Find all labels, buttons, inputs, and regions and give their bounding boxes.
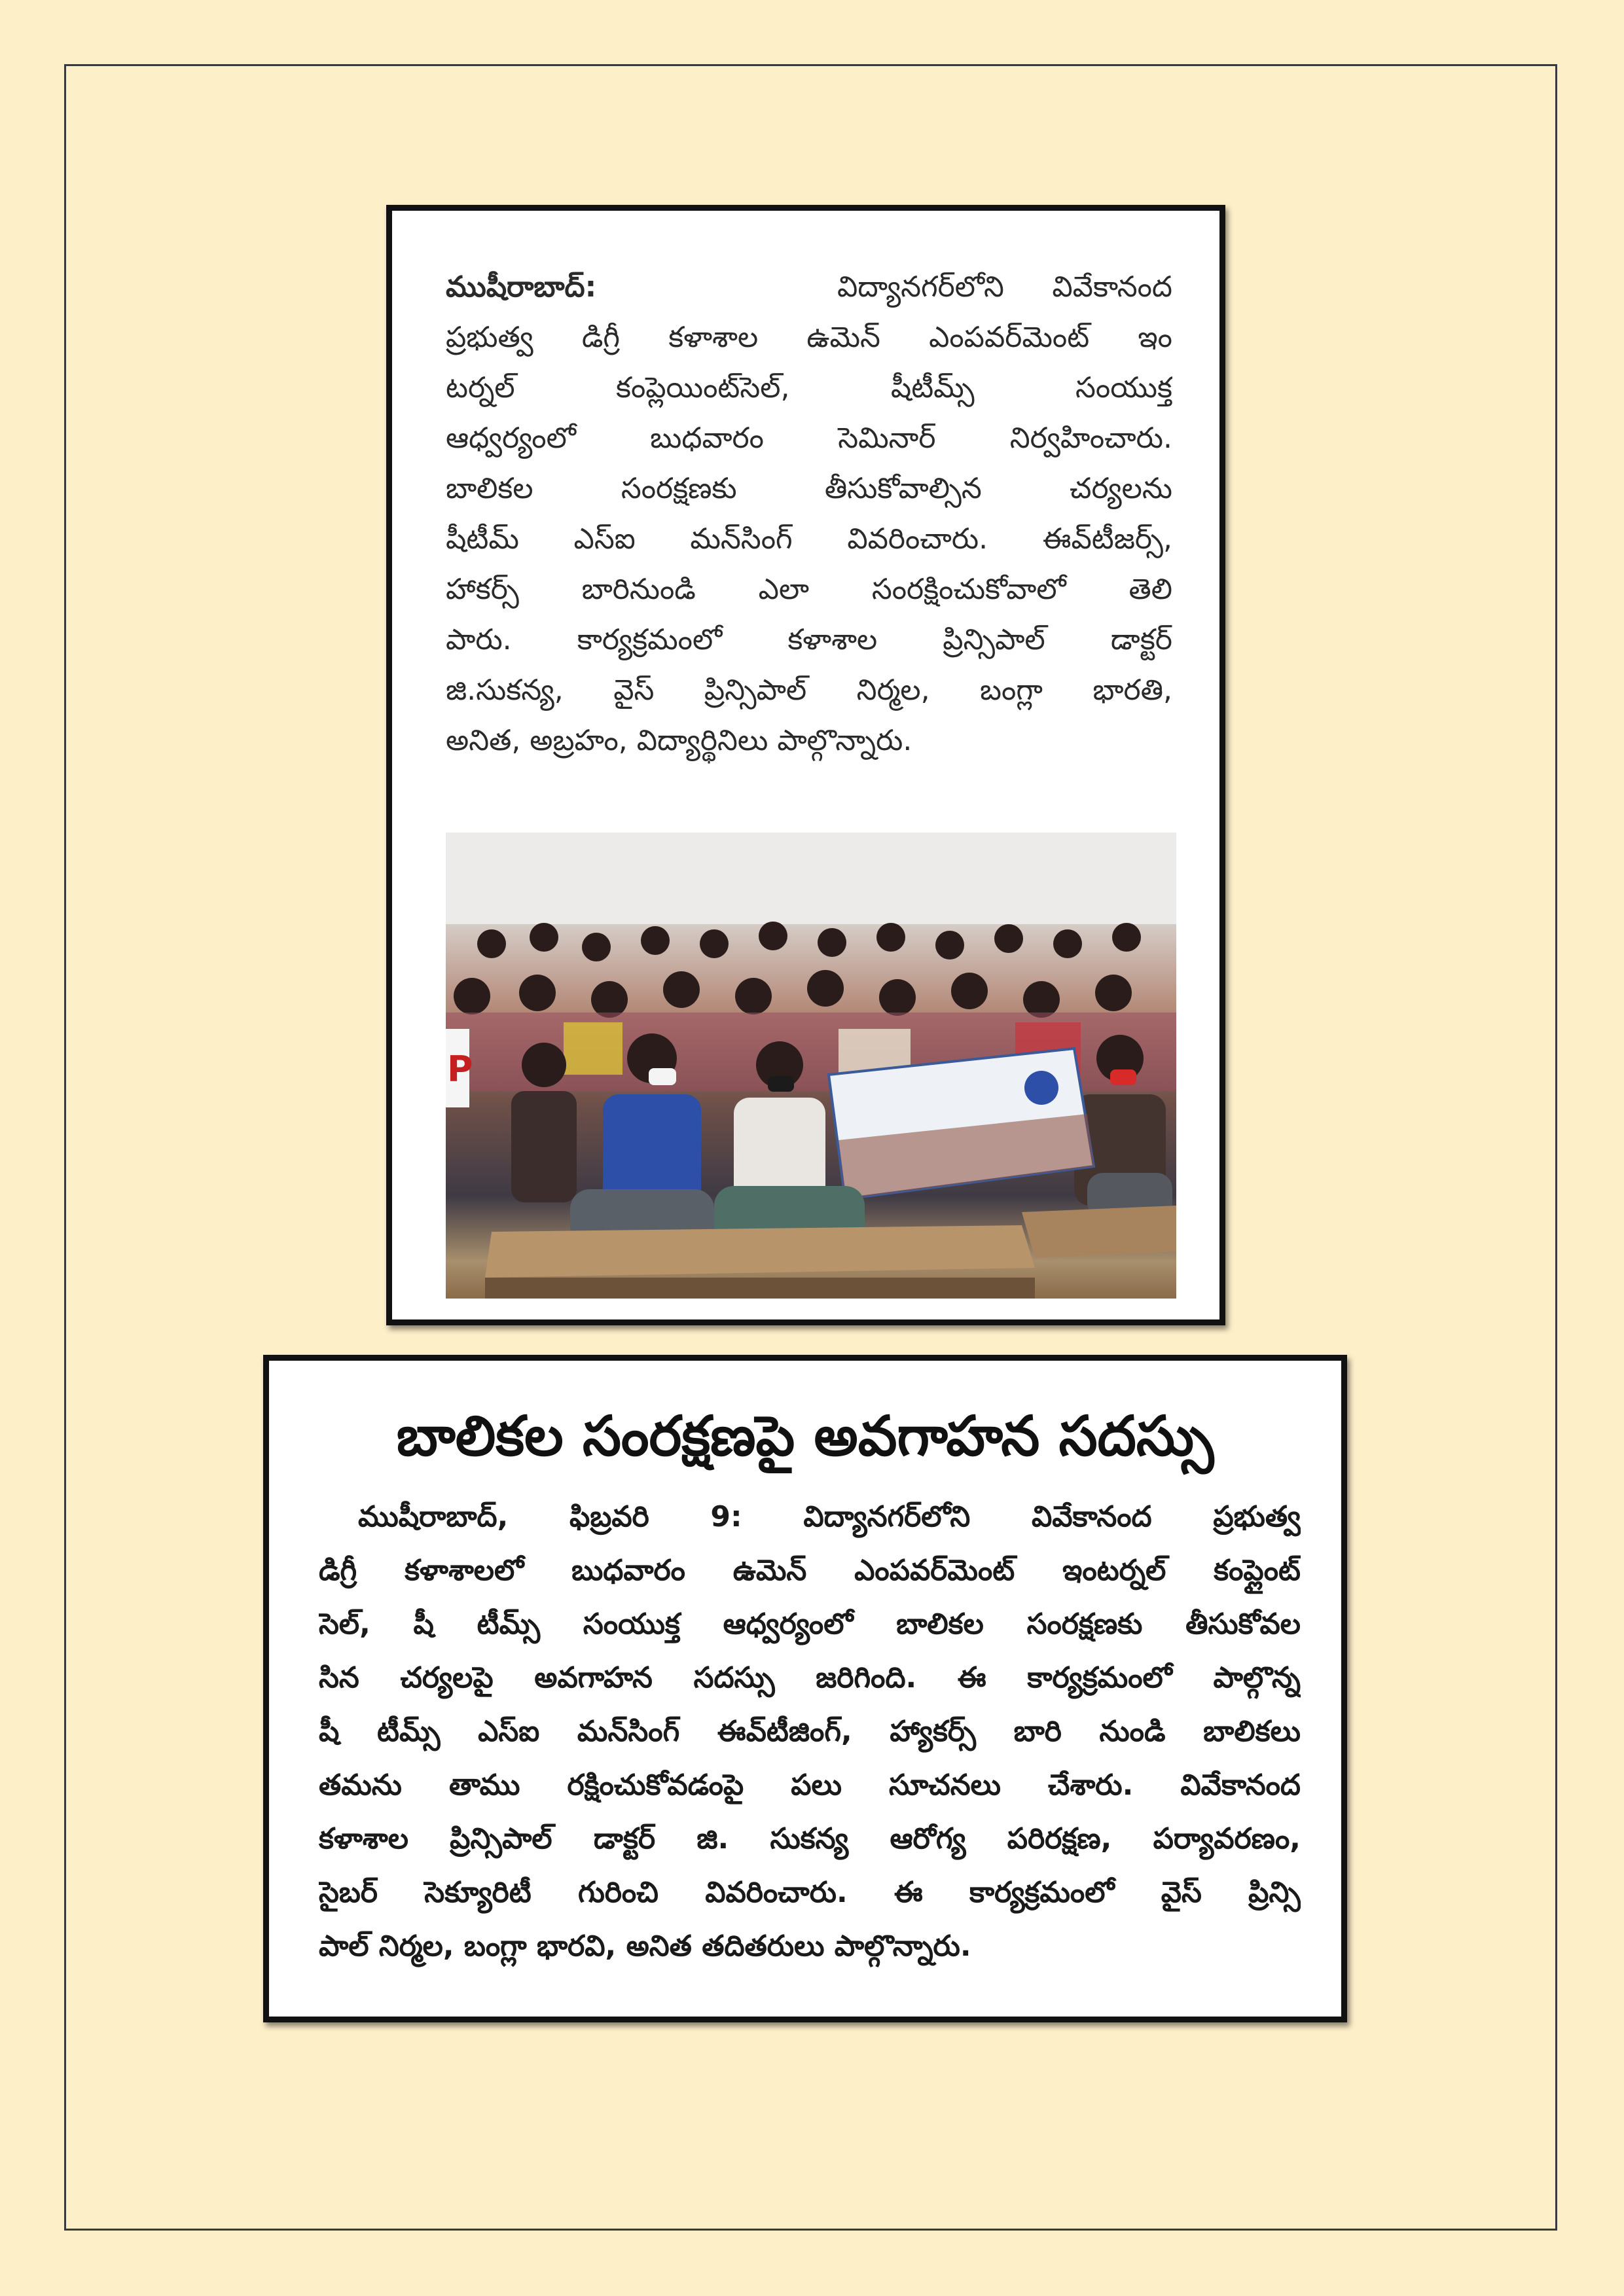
article-line: జి.సుకన్య, వైస్ ప్రిన్సిపాల్ నిర్మల, బంగ్లా భారతి, [446, 673, 1172, 707]
article-line: కళాశాల ప్రిన్సిపాల్ డాక్టర్ జి. సుకన్య ఆరోగ్య పరిరక్షణ, పర్యావరణం, [319, 1822, 1301, 1856]
headline: బాలికల సంరక్షణపై అవగాహన సదస్సు [396, 1404, 1214, 1468]
article-line: సెల్, షీ టీమ్స్ సంయుక్త ఆధ్వర్యంలో బాలికల సంరక్షణకు తీసుకోవల [319, 1607, 1301, 1641]
article-line: సైబర్ సెక్యూరిటీ గురించి వివరించారు. ఈ కార్యక్రమంలో వైస్ ప్రిన్సి [319, 1876, 1301, 1909]
article-line: ముషీరాబాద్: విద్యానగర్‌లోని వివేకానంద [446, 270, 1172, 304]
article-line: బాలికల సంరక్షణకు తీసుకోవాల్సిన చర్యలను [446, 472, 1172, 505]
dateline: ముషీరాబాద్: [446, 270, 597, 304]
article-text-bottom [319, 1490, 1301, 1973]
news-photo [446, 833, 1176, 1299]
news-clipping-bottom [263, 1355, 1347, 2022]
article-line: హాకర్స్ బారినుండి ఎలా సంరక్షించుకోవాలో తెలి [446, 573, 1172, 606]
article-line: షీ టీమ్స్ ఎస్ఐ మన్‌సింగ్ ఈవ్‌టీజింగ్, హ్యాకర్స్ బారి నుండి బాలికలు [319, 1715, 1301, 1748]
article-line: పాల్ నిర్మల, బంగ్లా భారవి, అనిత తదితరులు పాల్గొన్నారు. [319, 1929, 971, 1963]
article-line: డిగ్రీ కళాశాలలో బుధవారం ఉమెన్ ఎంపవర్‌మెంట్ ఇంటర్నల్ కంప్లైంట్ [319, 1554, 1301, 1587]
article-text-top [446, 262, 1172, 766]
audience-illustration [446, 833, 1176, 1299]
article-line: టర్నల్ కంప్లెయింట్‌సెల్, షీటీమ్స్ సంయుక్త [446, 371, 1172, 404]
article-line: అనిత, అబ్రహం, విద్యార్థినిలు పాల్గొన్నారు. [446, 724, 912, 757]
news-clipping-top [386, 205, 1225, 1325]
article-line: ప్రభుత్వ డిగ్రీ కళాశాల ఉమెన్ ఎంపవర్‌మెంట్ ఇం [446, 321, 1172, 354]
article-line: సిన చర్యలపై అవగాహన సదస్సు జరిగింది. ఈ కార్యక్రమంలో పాల్గొన్న [319, 1661, 1301, 1695]
article-line: పారు. కార్యక్రమంలో కళాశాల ప్రిన్సిపాల్ డాక్టర్ [446, 623, 1172, 656]
svg-text:P: P [447, 1049, 473, 1090]
article-line: షీటీమ్ ఎస్ఐ మన్‌సింగ్ వివరించారు. ఈవ్‌టీజర్స్, [446, 522, 1172, 556]
article-line: ఆధ్వర్యంలో బుధవారం సెమినార్ నిర్వహించారు. [446, 422, 1172, 455]
article-line: ముషీరాబాద్, ఫిబ్రవరి 9: విద్యానగర్‌లోని వివేకానంద ప్రభుత్వ [358, 1500, 1301, 1534]
article-line: తమను తాము రక్షించుకోవడంపై పలు సూచనలు చేశారు. వివేకానంద [319, 1768, 1301, 1802]
